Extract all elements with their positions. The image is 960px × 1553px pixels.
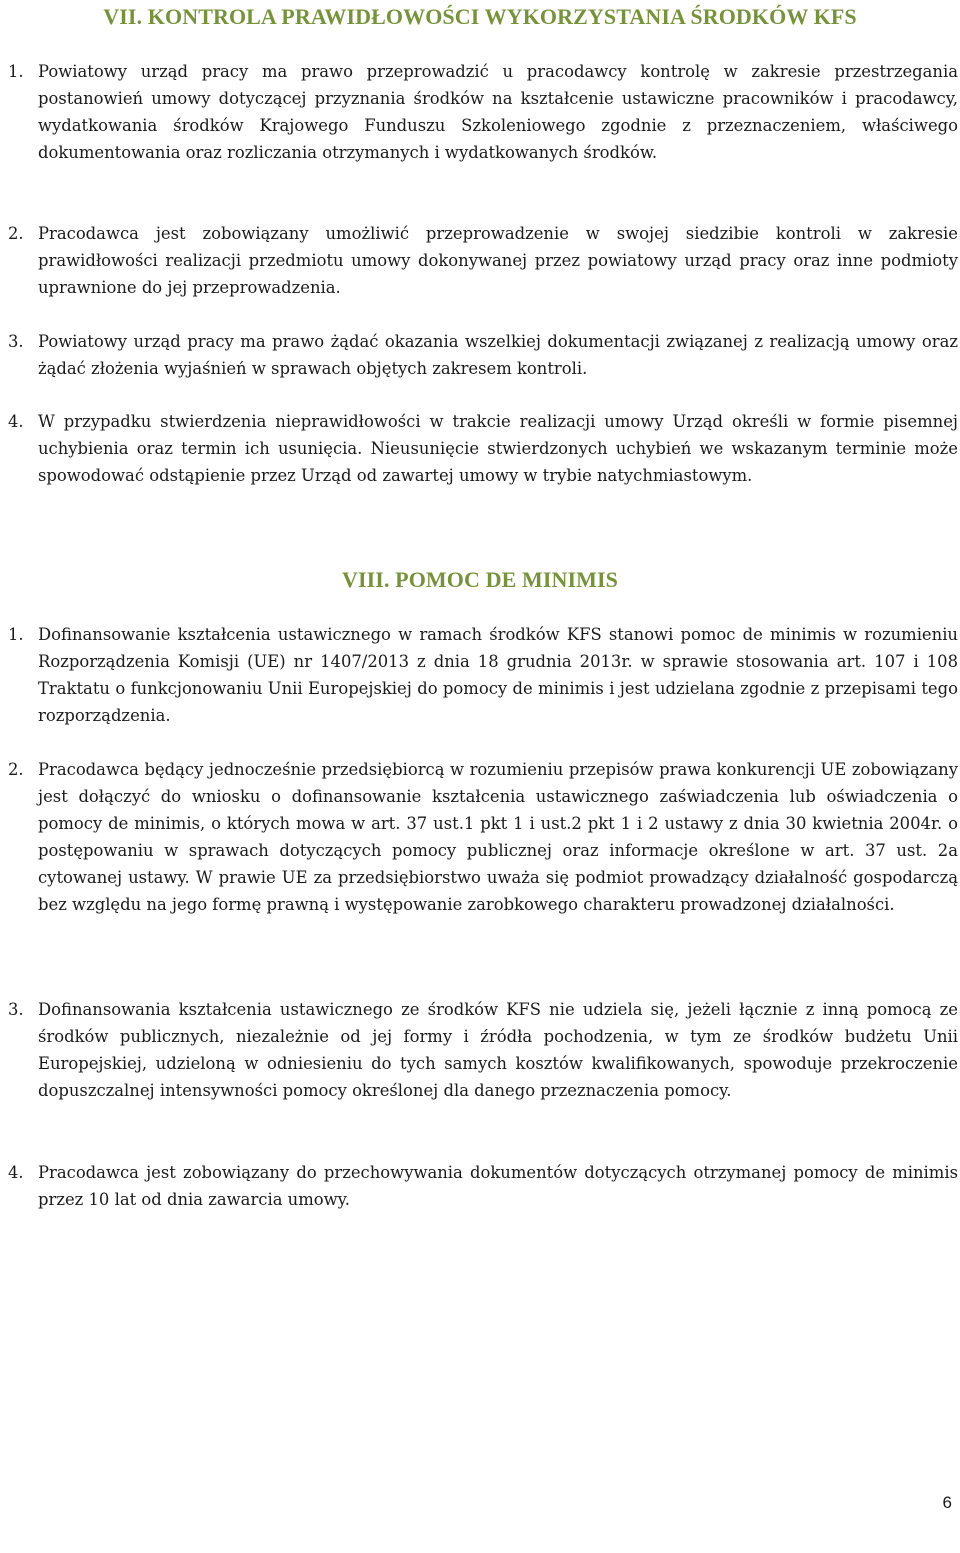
list-item [8, 408, 958, 489]
item-text: W przypadku stwierdzenia nieprawidłowości w trakcie realizacji umowy Urząd określi w formie pisemnej uchybienia oraz termin ich usunięcia. Nieusunięcie stwierdzonych uchybień we wskazanym terminie może spowodować odstąpienie przez Urząd od zawartej umowy w trybie natychmiastowym. [38, 412, 958, 485]
item-number: 1. [8, 62, 24, 81]
item-text: Powiatowy urząd pracy ma prawo żądać okazania wszelkiej dokumentacji związanej z realizacją umowy oraz żądać złożenia wyjaśnień w sprawach objętych zakresem kontroli. [38, 332, 958, 378]
item-number: 4. [8, 1163, 24, 1182]
item-number: 2. [8, 760, 24, 779]
section-heading-viii: VIII. POMOC DE MINIMIS [342, 567, 618, 592]
item-number: 3. [8, 1000, 24, 1019]
list-item [8, 756, 958, 918]
list-item [8, 1159, 958, 1213]
list-item [8, 996, 958, 1104]
item-number: 1. [8, 625, 24, 644]
item-number: 2. [8, 224, 24, 243]
item-number: 3. [8, 332, 24, 351]
list-item [8, 220, 958, 301]
list-item [8, 328, 958, 382]
section-heading-vii: VII. KONTROLA PRAWIDŁOWOŚCI WYKORZYSTANIA ŚRODKÓW KFS [103, 4, 857, 29]
item-text: Pracodawca jest zobowiązany umożliwić przeprowadzenie w swojej siedzibie kontroli w zakresie prawidłowości realizacji przedmiotu umowy dokonywanej przez powiatowy urząd pracy oraz inne podmioty uprawnione do jej przeprowadzenia. [38, 224, 958, 297]
list-item [8, 58, 958, 166]
list-item [8, 621, 958, 729]
item-text: Pracodawca będący jednocześnie przedsiębiorcą w rozumieniu przepisów prawa konkurencji UE zobowiązany jest dołączyć do wniosku o dofinansowanie kształcenia ustawicznego zaświadczenia lub oświadczenia o pomocy de minimis, o których mowa w art. 37 ust.1 pkt 1 i ust.2 pkt 1 i 2 ustawy z dnia 30 kwietnia 2004r. o postępowaniu w sprawach dotyczących pomocy publicznej oraz informacje określone w art. 37 ust. 2a cytowanej ustawy. W prawie UE za przedsiębiorstwo uważa się podmiot prowadzący działalność gospodarczą bez względu na jego formę prawną i występowanie zarobkowego charakteru prowadzonej działalności. [38, 760, 958, 914]
item-text: Powiatowy urząd pracy ma prawo przeprowadzić u pracodawcy kontrolę w zakresie przestrzegania postanowień umowy dotyczącej przyznania środków na kształcenie ustawiczne pracowników i pracodawcy, wydatkowania środków Krajowego Funduszu Szkoleniowego zgodnie z przeznaczeniem, właściwego dokumentowania oraz rozliczania otrzymanych i wydatkowanych środków. [38, 62, 958, 162]
item-text: Dofinansowanie kształcenia ustawicznego w ramach środków KFS stanowi pomoc de minimis w rozumieniu Rozporządzenia Komisji (UE) nr 1407/2013 z dnia 18 grudnia 2013r. w sprawie stosowania art. 107 i 108 Traktatu o funkcjonowaniu Unii Europejskiej do pomocy de minimis i jest udzielana zgodnie z przepisami tego rozporządzenia. [38, 625, 958, 725]
page-number: 6 [942, 1493, 952, 1512]
item-number: 4. [8, 412, 24, 431]
item-text: Dofinansowania kształcenia ustawicznego ze środków KFS nie udziela się, jeżeli łącznie z inną pomocą ze środków publicznych, niezależnie od jej formy i źródła pochodzenia, w tym ze środków budżetu Unii Europejskiej, udzieloną w odniesieniu do tych samych kosztów kwalifikowanych, spowoduje przekroczenie dopuszczalnej intensywności pomocy określonej dla danego przeznaczenia pomocy. [38, 1000, 958, 1100]
item-text: Pracodawca jest zobowiązany do przechowywania dokumentów dotyczących otrzymanej pomocy de minimis przez 10 lat od dnia zawarcia umowy. [38, 1163, 958, 1209]
